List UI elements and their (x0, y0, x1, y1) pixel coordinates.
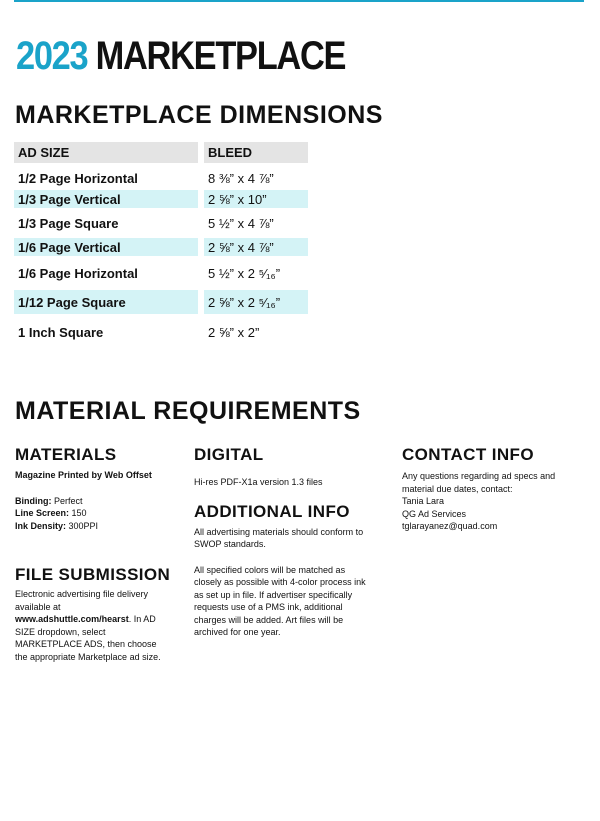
bleed-cell: 2 ⅝” x 10” (198, 190, 308, 208)
materials-column (15, 445, 180, 663)
bleed-cell: 8 ⅜” x 4 ⅞” (198, 166, 308, 190)
additional-info-heading: ADDITIONAL INFO (194, 501, 350, 521)
column-header-bleed: BLEED (198, 142, 308, 163)
digital-text: Hi-res PDF-X1a version 1.3 files (194, 477, 323, 487)
contact-heading: CONTACT INFO (402, 445, 534, 464)
title-year: 2023 (16, 34, 88, 78)
materials-subtitle: Magazine Printed by Web Offset (15, 470, 152, 480)
ad-size-cell: 1/2 Page Horizontal (18, 170, 138, 186)
contact-org: QG Ad Services (402, 508, 467, 519)
digital-heading: DIGITAL (194, 445, 264, 464)
bleed-cell: 5 ½” x 4 ⅞” (198, 208, 308, 238)
contact-column (402, 445, 582, 533)
additional-info-para-1: All advertising materials should conform to SWOP standards. (194, 526, 364, 549)
dimensions-table (14, 142, 308, 350)
additional-info-para-2: All specified colors will be matched as closely as possible with 4-color process ink as set up in file. If advertiser specifically requests use of a PMS ink, additional charges will be added. Art files will be archived for one year. (194, 564, 366, 637)
ad-size-cell: 1/3 Page Vertical (14, 190, 198, 208)
table-row (14, 238, 308, 256)
table-row (14, 290, 308, 314)
ad-size-cell: 1 Inch Square (18, 324, 104, 340)
ad-size-cell: 1/3 Page Square (18, 215, 119, 231)
dimensions-heading: MARKETPLACE DIMENSIONS (15, 101, 383, 129)
requirements-heading: MATERIAL REQUIREMENTS (15, 397, 361, 425)
bleed-cell: 2 ⅝” x 2” (198, 314, 308, 350)
file-submission-text: Electronic advertising file delivery available at www.adshuttle.com/hearst. In AD SIZE dropdown, select MARKETPLACE ADS, then choose the appropriate Marketplace ad size. (15, 589, 161, 662)
page-title (16, 34, 345, 79)
table-row (14, 256, 308, 290)
table-row (14, 314, 308, 350)
column-header-ad-size: AD SIZE (14, 142, 198, 163)
top-rule (14, 0, 584, 2)
file-submission-heading: FILE SUBMISSION (15, 565, 171, 584)
adshuttle-link[interactable]: www.adshuttle.com/hearst (15, 614, 129, 624)
contact-name: Tania Lara (402, 496, 445, 506)
digital-column (194, 445, 374, 639)
ad-size-cell: 1/12 Page Square (14, 290, 198, 314)
table-header-row (14, 142, 308, 163)
materials-heading: MATERIALS (15, 445, 117, 464)
bleed-cell: 2 ⅝” x 4 ⅞” (198, 238, 308, 256)
table-row (14, 190, 308, 208)
contact-email[interactable]: tglarayanez@quad.com (402, 521, 498, 531)
spec-line-screen: Line Screen: 150 (15, 508, 87, 518)
bleed-cell: 2 ⅝” x 2 ⁵⁄₁₆” (198, 290, 308, 314)
spec-ink-density: Ink Density: 300PPI (15, 520, 99, 531)
title-word: MARKETPLACE (95, 34, 346, 78)
table-row (14, 208, 308, 238)
ad-size-cell: 1/6 Page Horizontal (18, 265, 138, 281)
bleed-cell: 5 ½” x 2 ⁵⁄₁₆” (198, 256, 308, 290)
table-row (14, 166, 308, 190)
spec-binding: Binding: Perfect (15, 495, 83, 506)
contact-intro: Any questions regarding ad specs and material due dates, contact: (402, 471, 556, 494)
ad-size-cell: 1/6 Page Vertical (14, 238, 198, 256)
